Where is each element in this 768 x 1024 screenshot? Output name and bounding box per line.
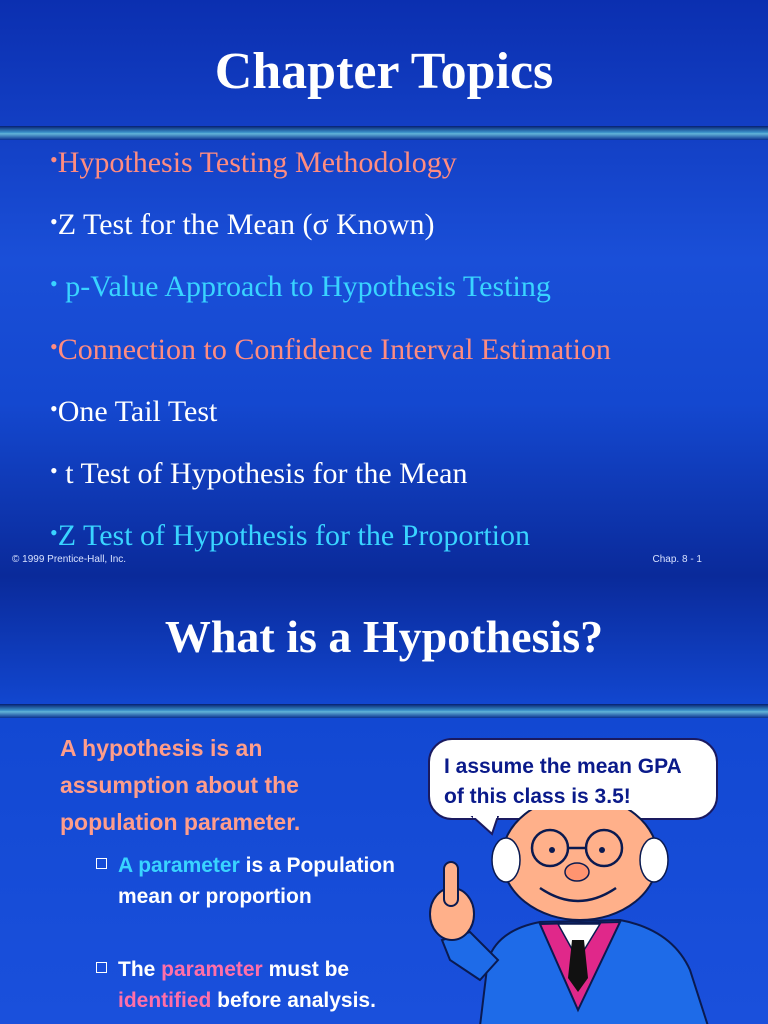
bullet-icon: • — [50, 147, 58, 172]
highlight-text: identified — [118, 989, 212, 1012]
bullet-icon: • — [50, 395, 58, 421]
topic-item — [50, 204, 611, 266]
sub-bullet-parameter — [118, 850, 408, 912]
body-text: is a Population mean or proportion — [118, 854, 395, 908]
bullet-icon: • — [50, 209, 58, 235]
highlight-text: parameter — [161, 958, 263, 981]
topic-item — [50, 515, 611, 576]
highlight-text: A parameter — [118, 854, 240, 877]
body-text: The — [118, 958, 162, 981]
topic-item — [50, 453, 611, 515]
definition-text: A hypothesis is an assumption about the population parameter. — [60, 735, 301, 835]
topic-text: Hypothesis Testing Methodology — [57, 146, 457, 179]
topic-list — [50, 142, 611, 576]
topic-item — [50, 329, 611, 391]
topic-item — [50, 142, 611, 204]
title-divider — [0, 126, 768, 140]
topic-text: One Tail Test — [57, 394, 218, 428]
topic-text: Z Test for the Mean (σ Known) — [57, 208, 435, 242]
bubble-line: of this class is 3.5! — [444, 785, 631, 808]
bullet-icon: • — [50, 271, 58, 297]
body-text: before analysis. — [211, 989, 376, 1012]
square-bullet-icon — [96, 962, 107, 973]
slide-title: Chapter Topics — [214, 43, 554, 100]
topic-text: Connection to Confidence Interval Estimation — [57, 332, 611, 366]
slide-what-is-hypothesis — [0, 576, 768, 1024]
title-divider — [0, 704, 768, 718]
topic-text: Z Test of Hypothesis for the Proportion — [57, 519, 530, 553]
speech-bubble — [428, 738, 718, 820]
page-number: Chap. 8 - 1 — [652, 554, 702, 565]
body-text: must be — [262, 958, 350, 981]
slide-title: What is a Hypothesis? — [164, 611, 604, 662]
topic-item — [50, 391, 611, 453]
professor-cartoon-icon — [410, 810, 730, 1024]
sub-bullet-identified — [118, 954, 408, 1016]
topic-text: t Test of Hypothesis for the Mean — [57, 456, 468, 490]
bullet-icon: • — [50, 520, 58, 546]
topic-text: p-Value Approach to Hypothesis Testing — [57, 270, 551, 304]
bullet-icon: • — [50, 333, 58, 359]
square-bullet-icon — [96, 858, 107, 869]
copyright-footer: © 1999 Prentice-Hall, Inc. — [12, 554, 127, 565]
bubble-line: I assume the mean GPA — [444, 755, 682, 778]
topic-item — [50, 266, 611, 328]
bullet-icon: • — [50, 457, 58, 483]
